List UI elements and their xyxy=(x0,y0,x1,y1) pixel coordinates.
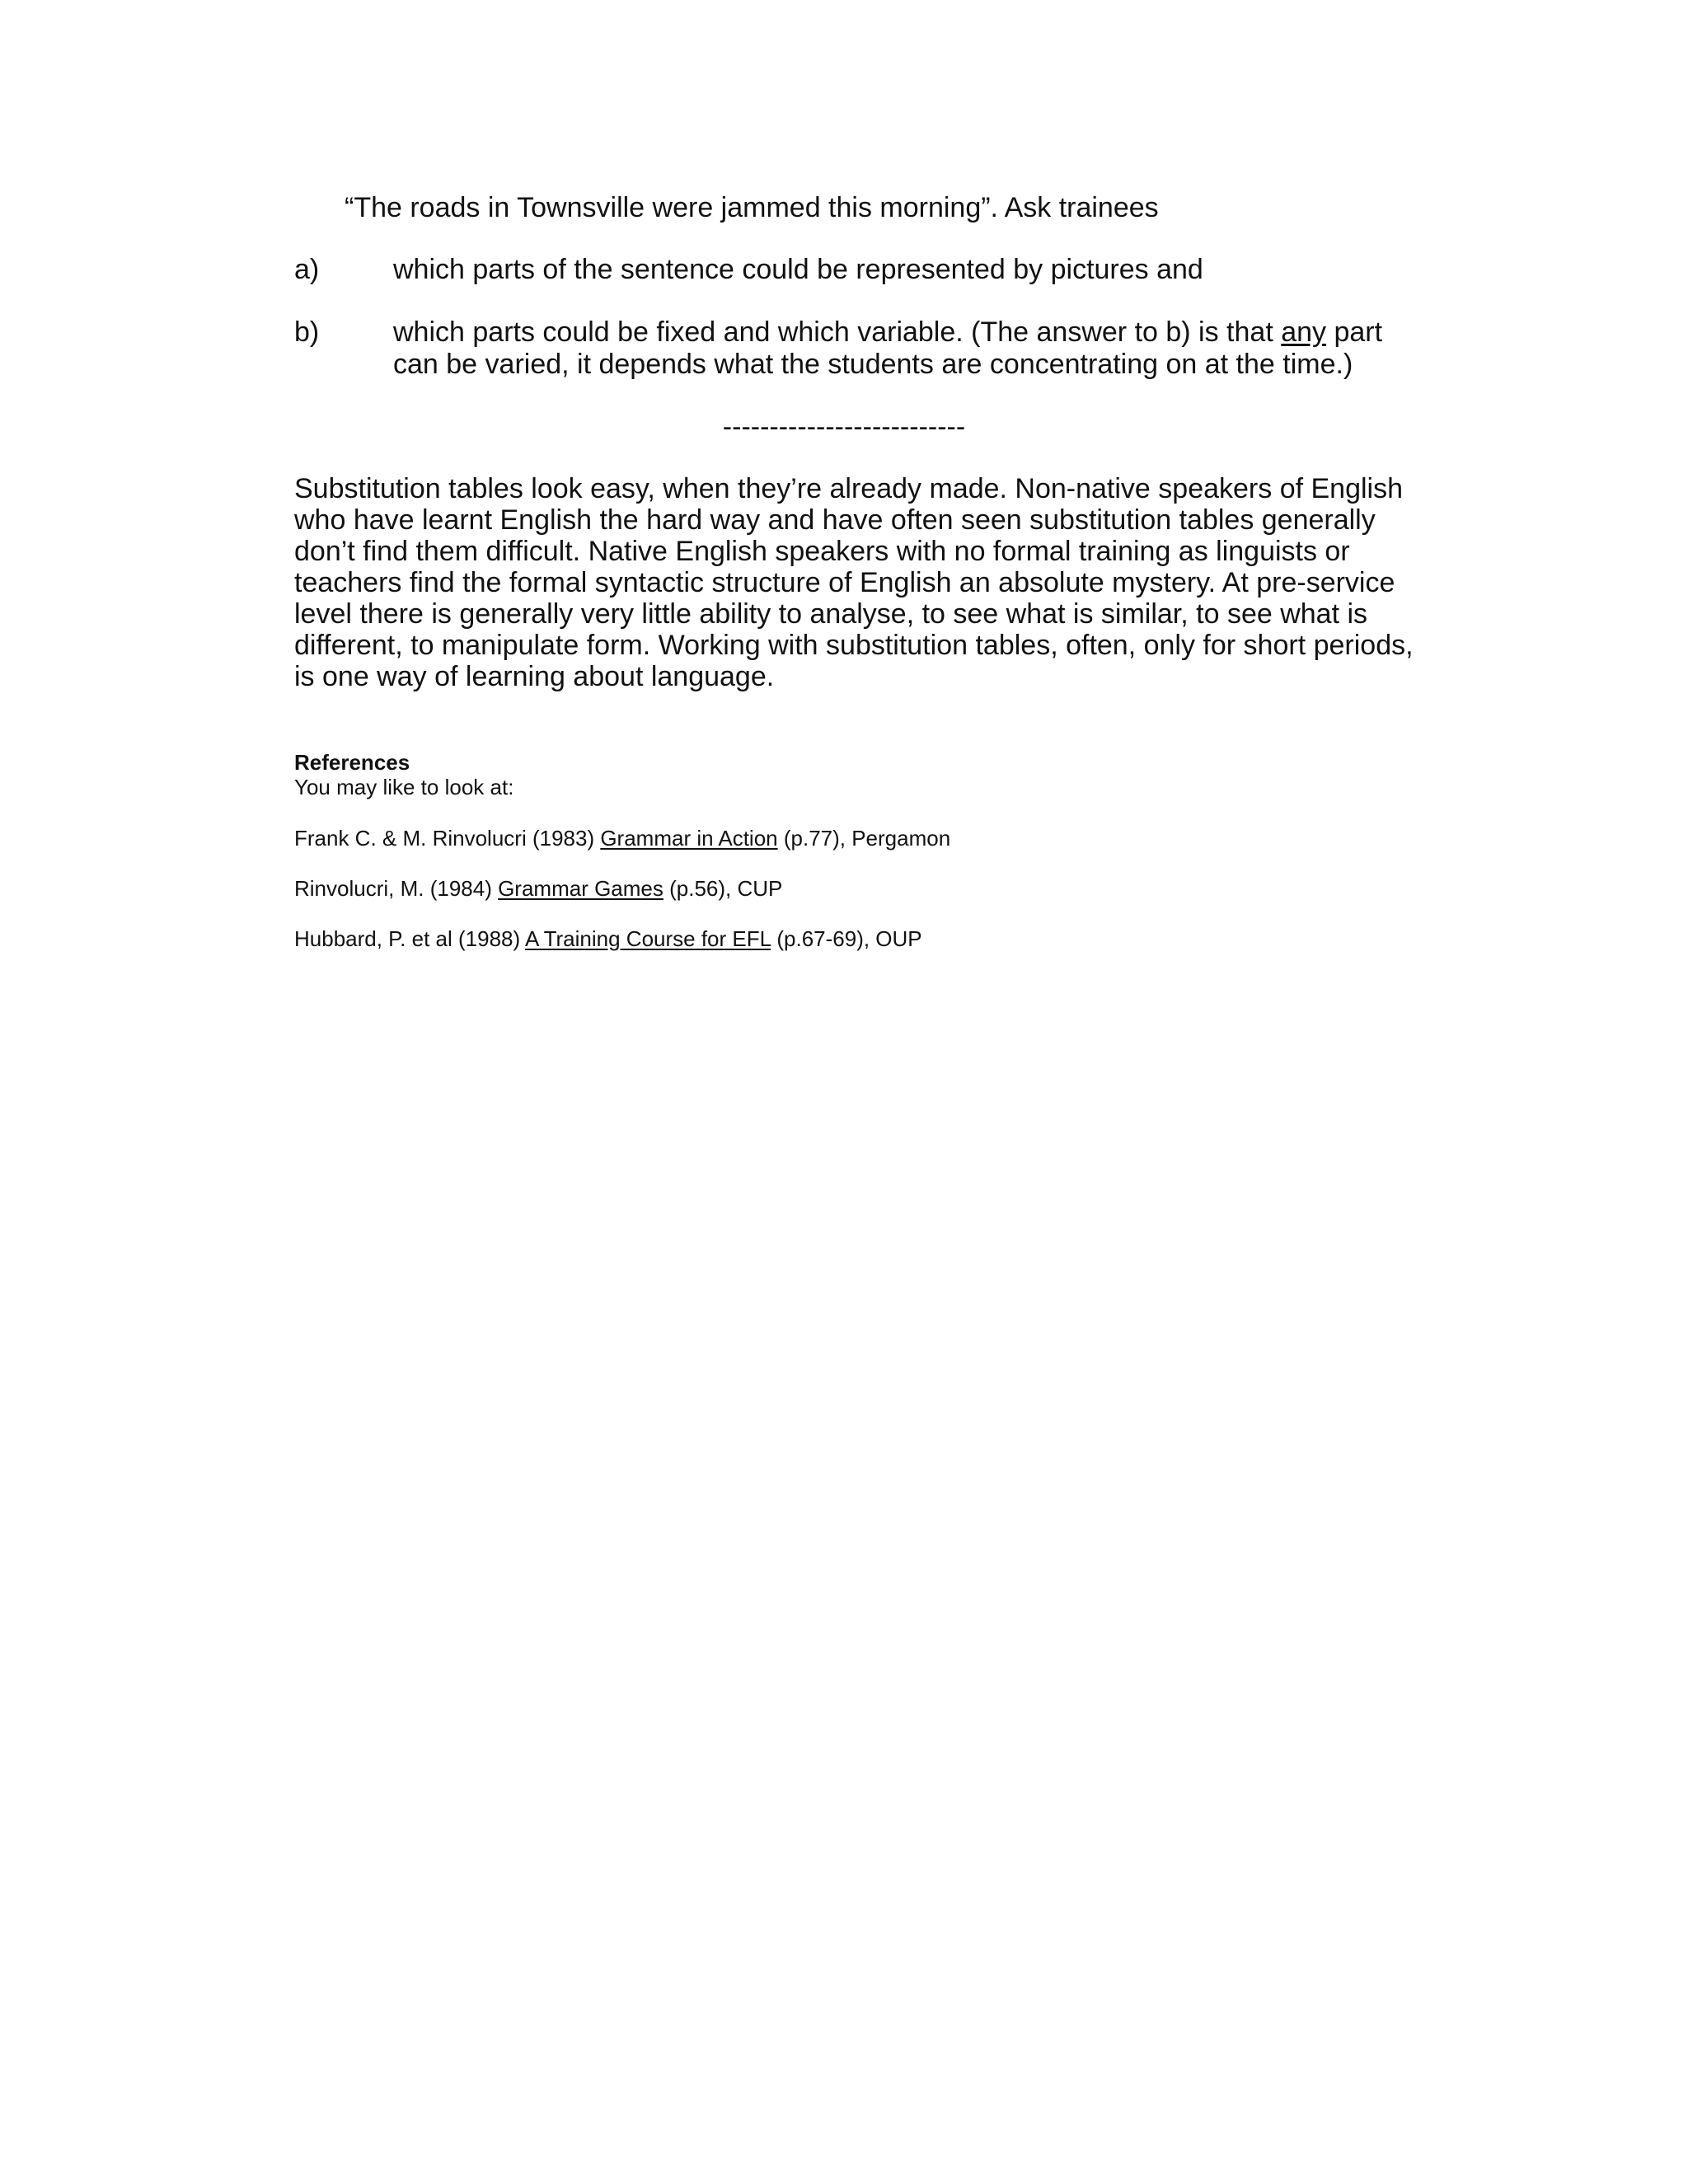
list-marker-b: b) xyxy=(294,316,320,348)
list-text-b xyxy=(393,316,1415,381)
reference-title: Grammar Games xyxy=(498,876,663,901)
list-marker-a: a) xyxy=(294,254,320,285)
list-text-b-after: part can be varied, it depends what the students are concentrating on at the time.) xyxy=(393,316,1383,380)
body-paragraph: Substitution tables look easy, when they’re already made. Non-native speakers of English who have learnt English the hard way and have often seen substitution tables generally don’t find them difficult. Native English speakers with no formal training as linguists or teachers find the formal syntactic structure of English an absolute mystery. At pre-service level there is generally very little ability to analyse, to see what is similar, to see what is different, to manipulate form. Working with substitution tables, often, only for short periods, is one way of learning about language. xyxy=(294,473,1414,692)
reference-publisher: (p.56), CUP xyxy=(663,876,783,901)
reference-item xyxy=(294,926,922,951)
reference-title: A Training Course for EFL xyxy=(524,926,771,951)
reference-author: Frank C. & M. Rinvolucri (1983) xyxy=(294,826,601,851)
references-intro: You may like to look at: xyxy=(294,775,514,799)
references-heading: References xyxy=(294,750,410,775)
list-text-b-before: which parts could be fixed and which variable. (The answer to b) is that xyxy=(393,316,1282,348)
reference-author: Hubbard, P. et al (1988) xyxy=(294,926,525,951)
section-divider: -------------------------- xyxy=(722,411,966,443)
list-text-b-underlined: any xyxy=(1281,316,1327,348)
reference-publisher: (p.67-69), OUP xyxy=(771,926,922,951)
reference-title: Grammar in Action xyxy=(600,826,778,851)
reference-item xyxy=(294,826,950,851)
reference-item xyxy=(294,876,782,901)
reference-publisher: (p.77), Pergamon xyxy=(777,826,951,851)
list-text-a: which parts of the sentence could be represented by pictures and xyxy=(393,254,1203,285)
reference-author: Rinvolucri, M. (1984) xyxy=(294,876,499,901)
intro-sentence: “The roads in Townsville were jammed this morning”. Ask trainees xyxy=(345,192,1159,223)
